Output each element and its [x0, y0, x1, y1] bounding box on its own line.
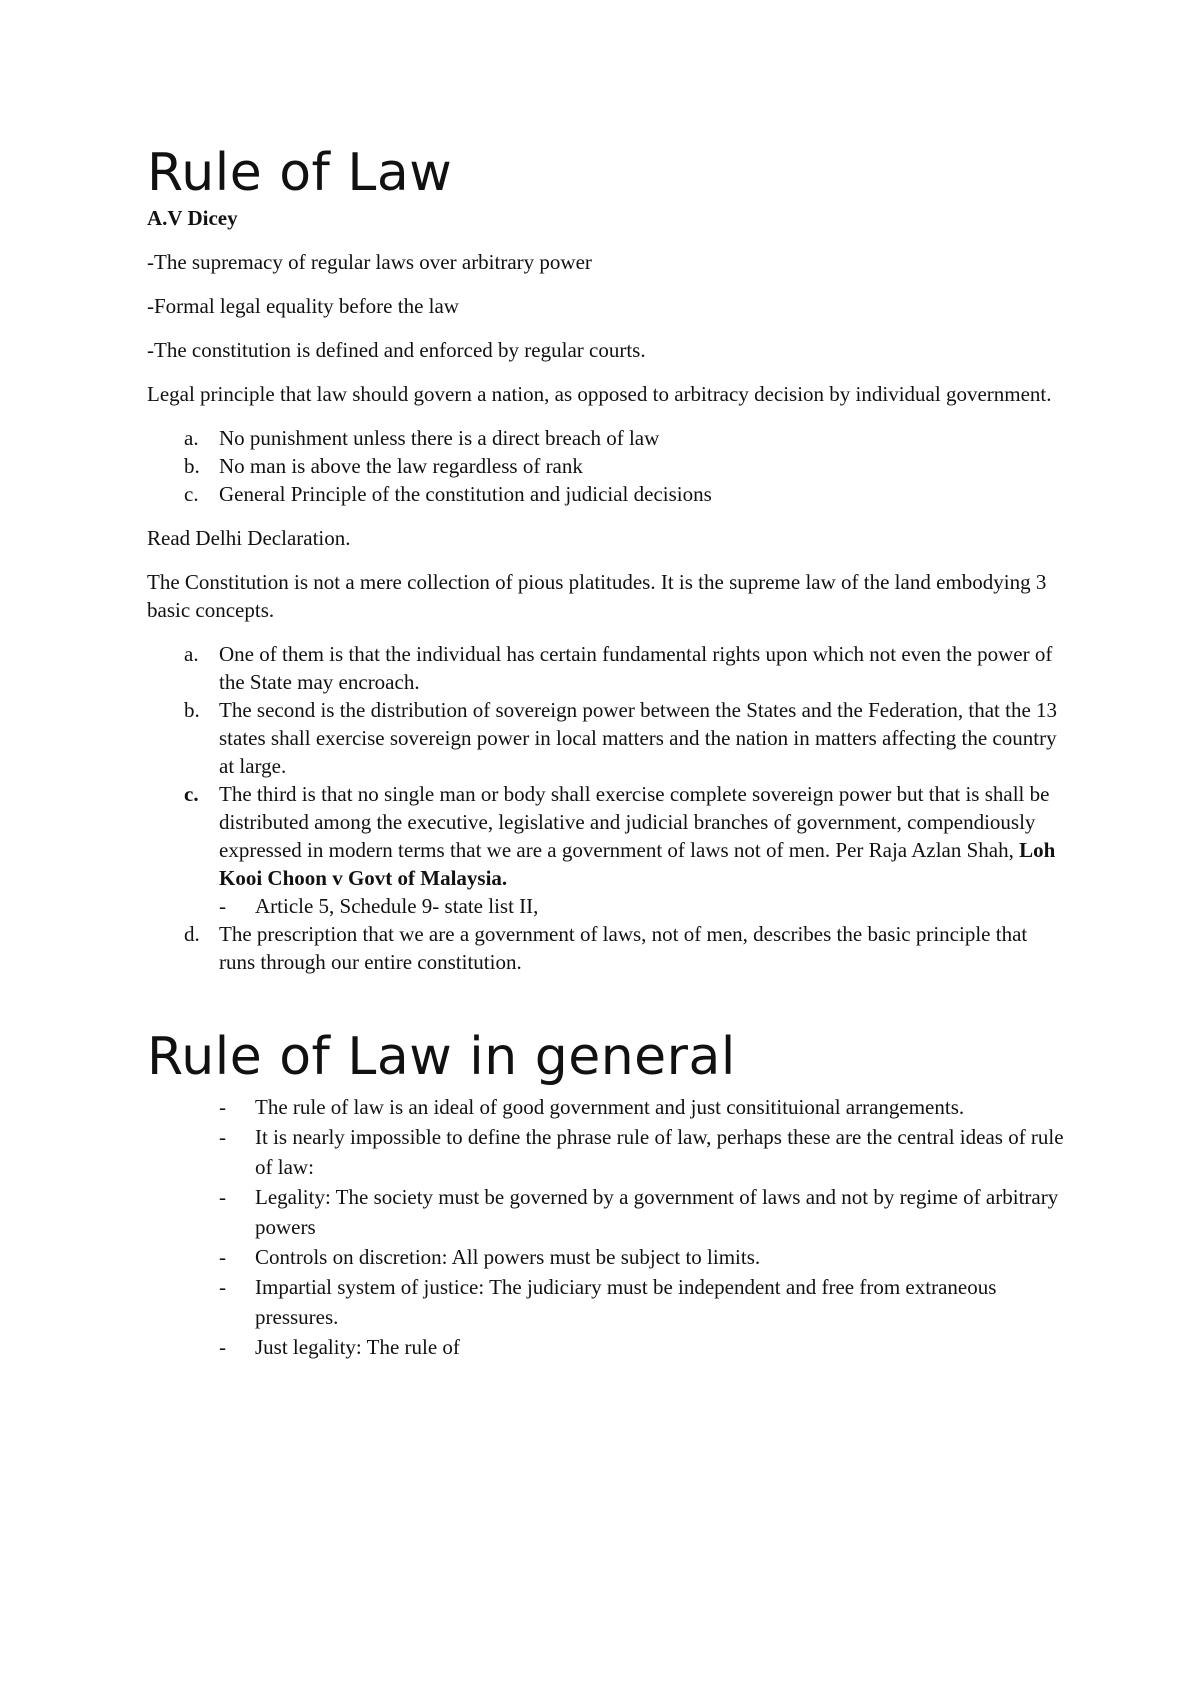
principles-list: [147, 424, 1067, 508]
list-item-text: It is nearly impossible to define the phrase rule of law, perhaps these are the central ideas of rule of law:: [255, 1125, 1064, 1179]
sub-list: [219, 892, 1067, 920]
heading-rule-of-law-in-general: Rule of Law in general: [147, 1027, 736, 1087]
constitution-paragraph: The Constitution is not a mere collection of pious platitudes. It is the supreme law of the land embodying 3 basic concepts.: [147, 570, 1047, 622]
sub-list-item: [219, 892, 1067, 920]
dicey-point: -Formal legal equality before the law: [147, 294, 459, 318]
list-marker: c.: [184, 782, 199, 806]
dicey-point: -The supremacy of regular laws over arbitrary power: [147, 250, 592, 274]
list-item: [147, 1182, 1067, 1242]
list-item-text: General Principle of the constitution and judicial decisions: [219, 482, 712, 506]
list-item: [147, 1092, 1067, 1122]
list-item-text: Legality: The society must be governed by a government of laws and not by regime of arbitrary powers: [255, 1185, 1059, 1239]
dash-marker: -: [219, 1095, 226, 1119]
read-delhi-declaration: Read Delhi Declaration.: [147, 526, 351, 550]
list-item: [147, 1332, 1067, 1362]
list-item: [147, 696, 1067, 780]
list-item-text: Impartial system of justice: The judiciary must be independent and free from extraneous pressures.: [255, 1275, 997, 1329]
list-item-text: Just legality: The rule of: [255, 1335, 460, 1359]
list-marker: b.: [184, 454, 200, 478]
list-item: [147, 780, 1067, 920]
list-item: [147, 640, 1067, 696]
list-item-text: Controls on discretion: All powers must be subject to limits.: [255, 1245, 761, 1269]
list-item: [147, 920, 1067, 976]
list-item: [147, 1122, 1067, 1182]
list-marker: c.: [184, 482, 199, 506]
list-item-text: No punishment unless there is a direct breach of law: [219, 426, 660, 450]
list-item: [147, 1272, 1067, 1332]
list-item-text: The third is that no single man or body shall exercise complete sovereign power but that is shall be distributed among the executive, legislative and judicial branches of government, compendiously expressed in modern terms that we are a government of laws not of men. Per Raja Azlan Shah,: [219, 782, 1050, 862]
sub-list-text: Article 5, Schedule 9- state list II,: [255, 894, 539, 918]
list-item: [147, 424, 1067, 452]
list-marker: a.: [184, 642, 199, 666]
list-item: [147, 480, 1067, 508]
dash-marker: -: [219, 894, 226, 918]
dash-marker: -: [219, 1275, 226, 1299]
dash-marker: -: [219, 1335, 226, 1359]
dash-marker: -: [219, 1125, 226, 1149]
list-item-text: The second is the distribution of sovereign power between the States and the Federation, that the 13 states shall exercise sovereign power in local matters and the nation in matters affecting the country at large.: [219, 698, 1058, 778]
list-item-text: No man is above the law regardless of rank: [219, 454, 583, 478]
dicey-point: -The constitution is defined and enforced by regular courts.: [147, 338, 646, 362]
list-item-text: One of them is that the individual has certain fundamental rights upon which not even the power of the State may encroach.: [219, 642, 1053, 694]
dash-marker: -: [219, 1185, 226, 1209]
list-item: [147, 452, 1067, 480]
list-item-text: The rule of law is an ideal of good government and just consitituional arrangements.: [255, 1095, 965, 1119]
list-marker: b.: [184, 698, 200, 722]
basic-concepts-list: [147, 640, 1067, 976]
case-citation: Loh Kooi Choon v Govt of Malaysia.: [219, 838, 1056, 890]
list-marker: d.: [184, 922, 200, 946]
list-marker: a.: [184, 426, 199, 450]
document-page: [147, 142, 1067, 1362]
general-ideas-list: [147, 1092, 1067, 1362]
list-item-text: The prescription that we are a government of laws, not of men, describes the basic principle that runs through our entire constitution.: [219, 922, 1028, 974]
list-item: [147, 1242, 1067, 1272]
author-dicey: A.V Dicey: [147, 206, 238, 230]
heading-rule-of-law: Rule of Law: [147, 143, 453, 203]
dash-marker: -: [219, 1245, 226, 1269]
legal-principle-paragraph: Legal principle that law should govern a nation, as opposed to arbitracy decision by individual government.: [147, 382, 1052, 406]
